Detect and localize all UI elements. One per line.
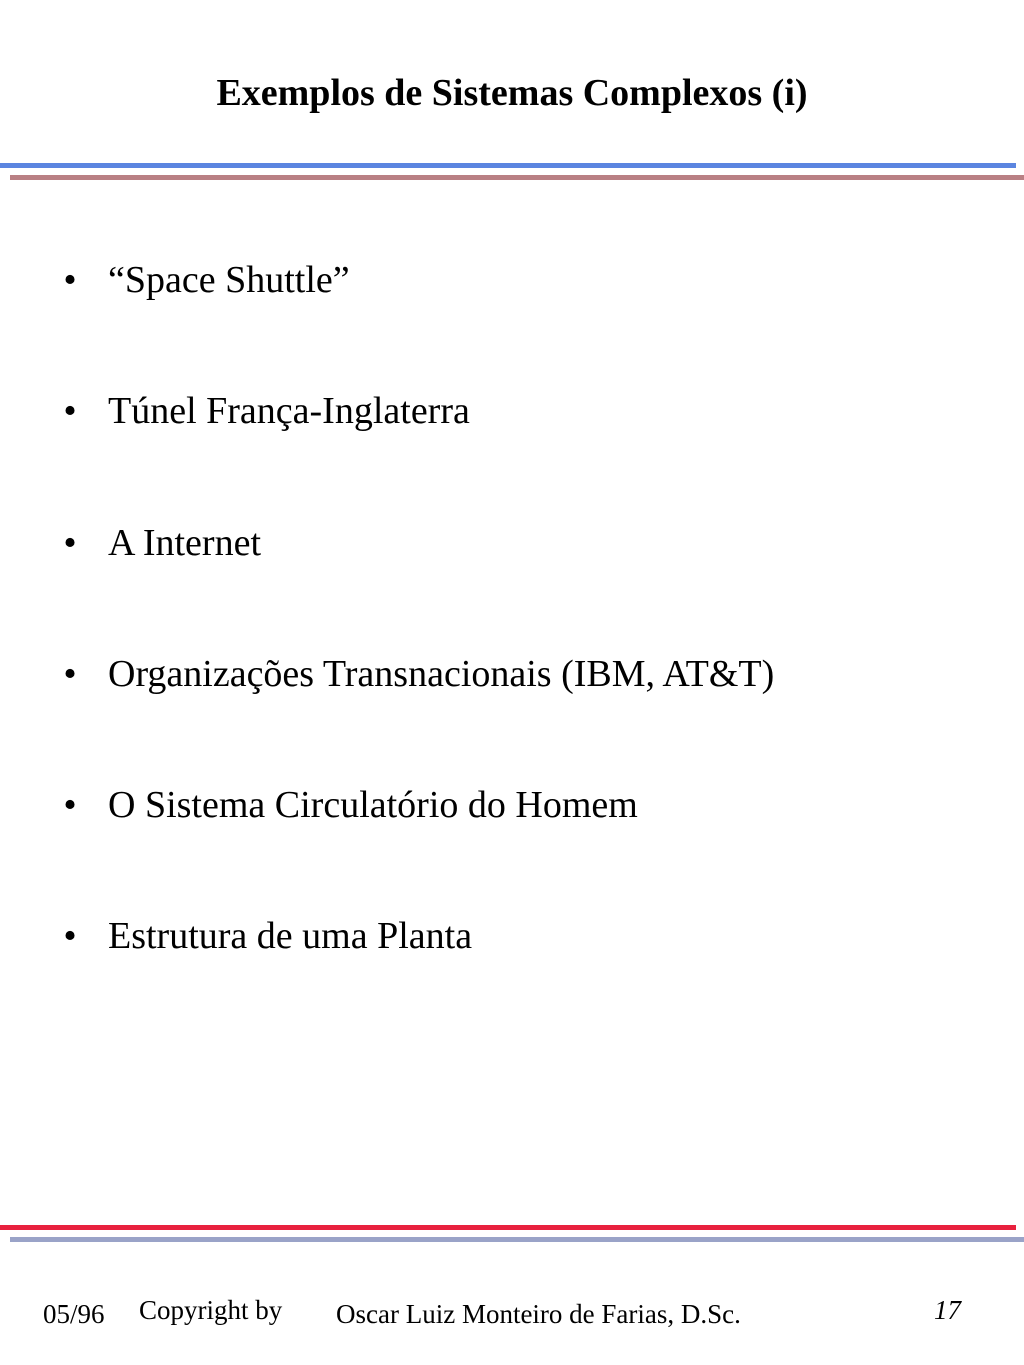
footer-copyright: Copyright by	[139, 1295, 283, 1325]
bullet-text: O Sistema Circulatório do Homem	[108, 784, 638, 826]
page-number: 17	[934, 1295, 961, 1325]
footer-divider-lavender	[10, 1237, 1024, 1242]
bullet-item-circulatory-system	[0, 779, 1024, 831]
bullet-text: Túnel França-Inglaterra	[108, 390, 470, 432]
footer-author: Oscar Luiz Monteiro de Farias, D.Sc.	[336, 1299, 741, 1329]
header-divider-mauve	[10, 175, 1024, 180]
bullet-dot-icon: •	[63, 259, 77, 301]
footer-divider-red	[0, 1225, 1016, 1230]
bullet-item-organizations	[0, 648, 1024, 700]
bullet-item-tunnel	[0, 385, 1024, 437]
bullet-item-space-shuttle	[0, 254, 1024, 306]
bullet-dot-icon: •	[63, 915, 77, 957]
header-divider-blue	[0, 163, 1016, 168]
bullet-dot-icon: •	[63, 390, 77, 432]
bullet-text: “Space Shuttle”	[108, 259, 350, 301]
bullet-dot-icon: •	[63, 522, 77, 564]
footer-date: 05/96	[43, 1299, 105, 1329]
slide-title: Exemplos de Sistemas Complexos (i)	[216, 72, 808, 114]
bullet-item-plant-structure	[0, 910, 1024, 962]
bullet-item-internet	[0, 517, 1024, 569]
bullet-dot-icon: •	[63, 784, 77, 826]
bullet-text: Organizações Transnacionais (IBM, AT&T)	[108, 653, 775, 695]
bullet-dot-icon: •	[63, 653, 77, 695]
bullet-text: Estrutura de uma Planta	[108, 915, 473, 957]
bullet-text: A Internet	[108, 522, 262, 564]
